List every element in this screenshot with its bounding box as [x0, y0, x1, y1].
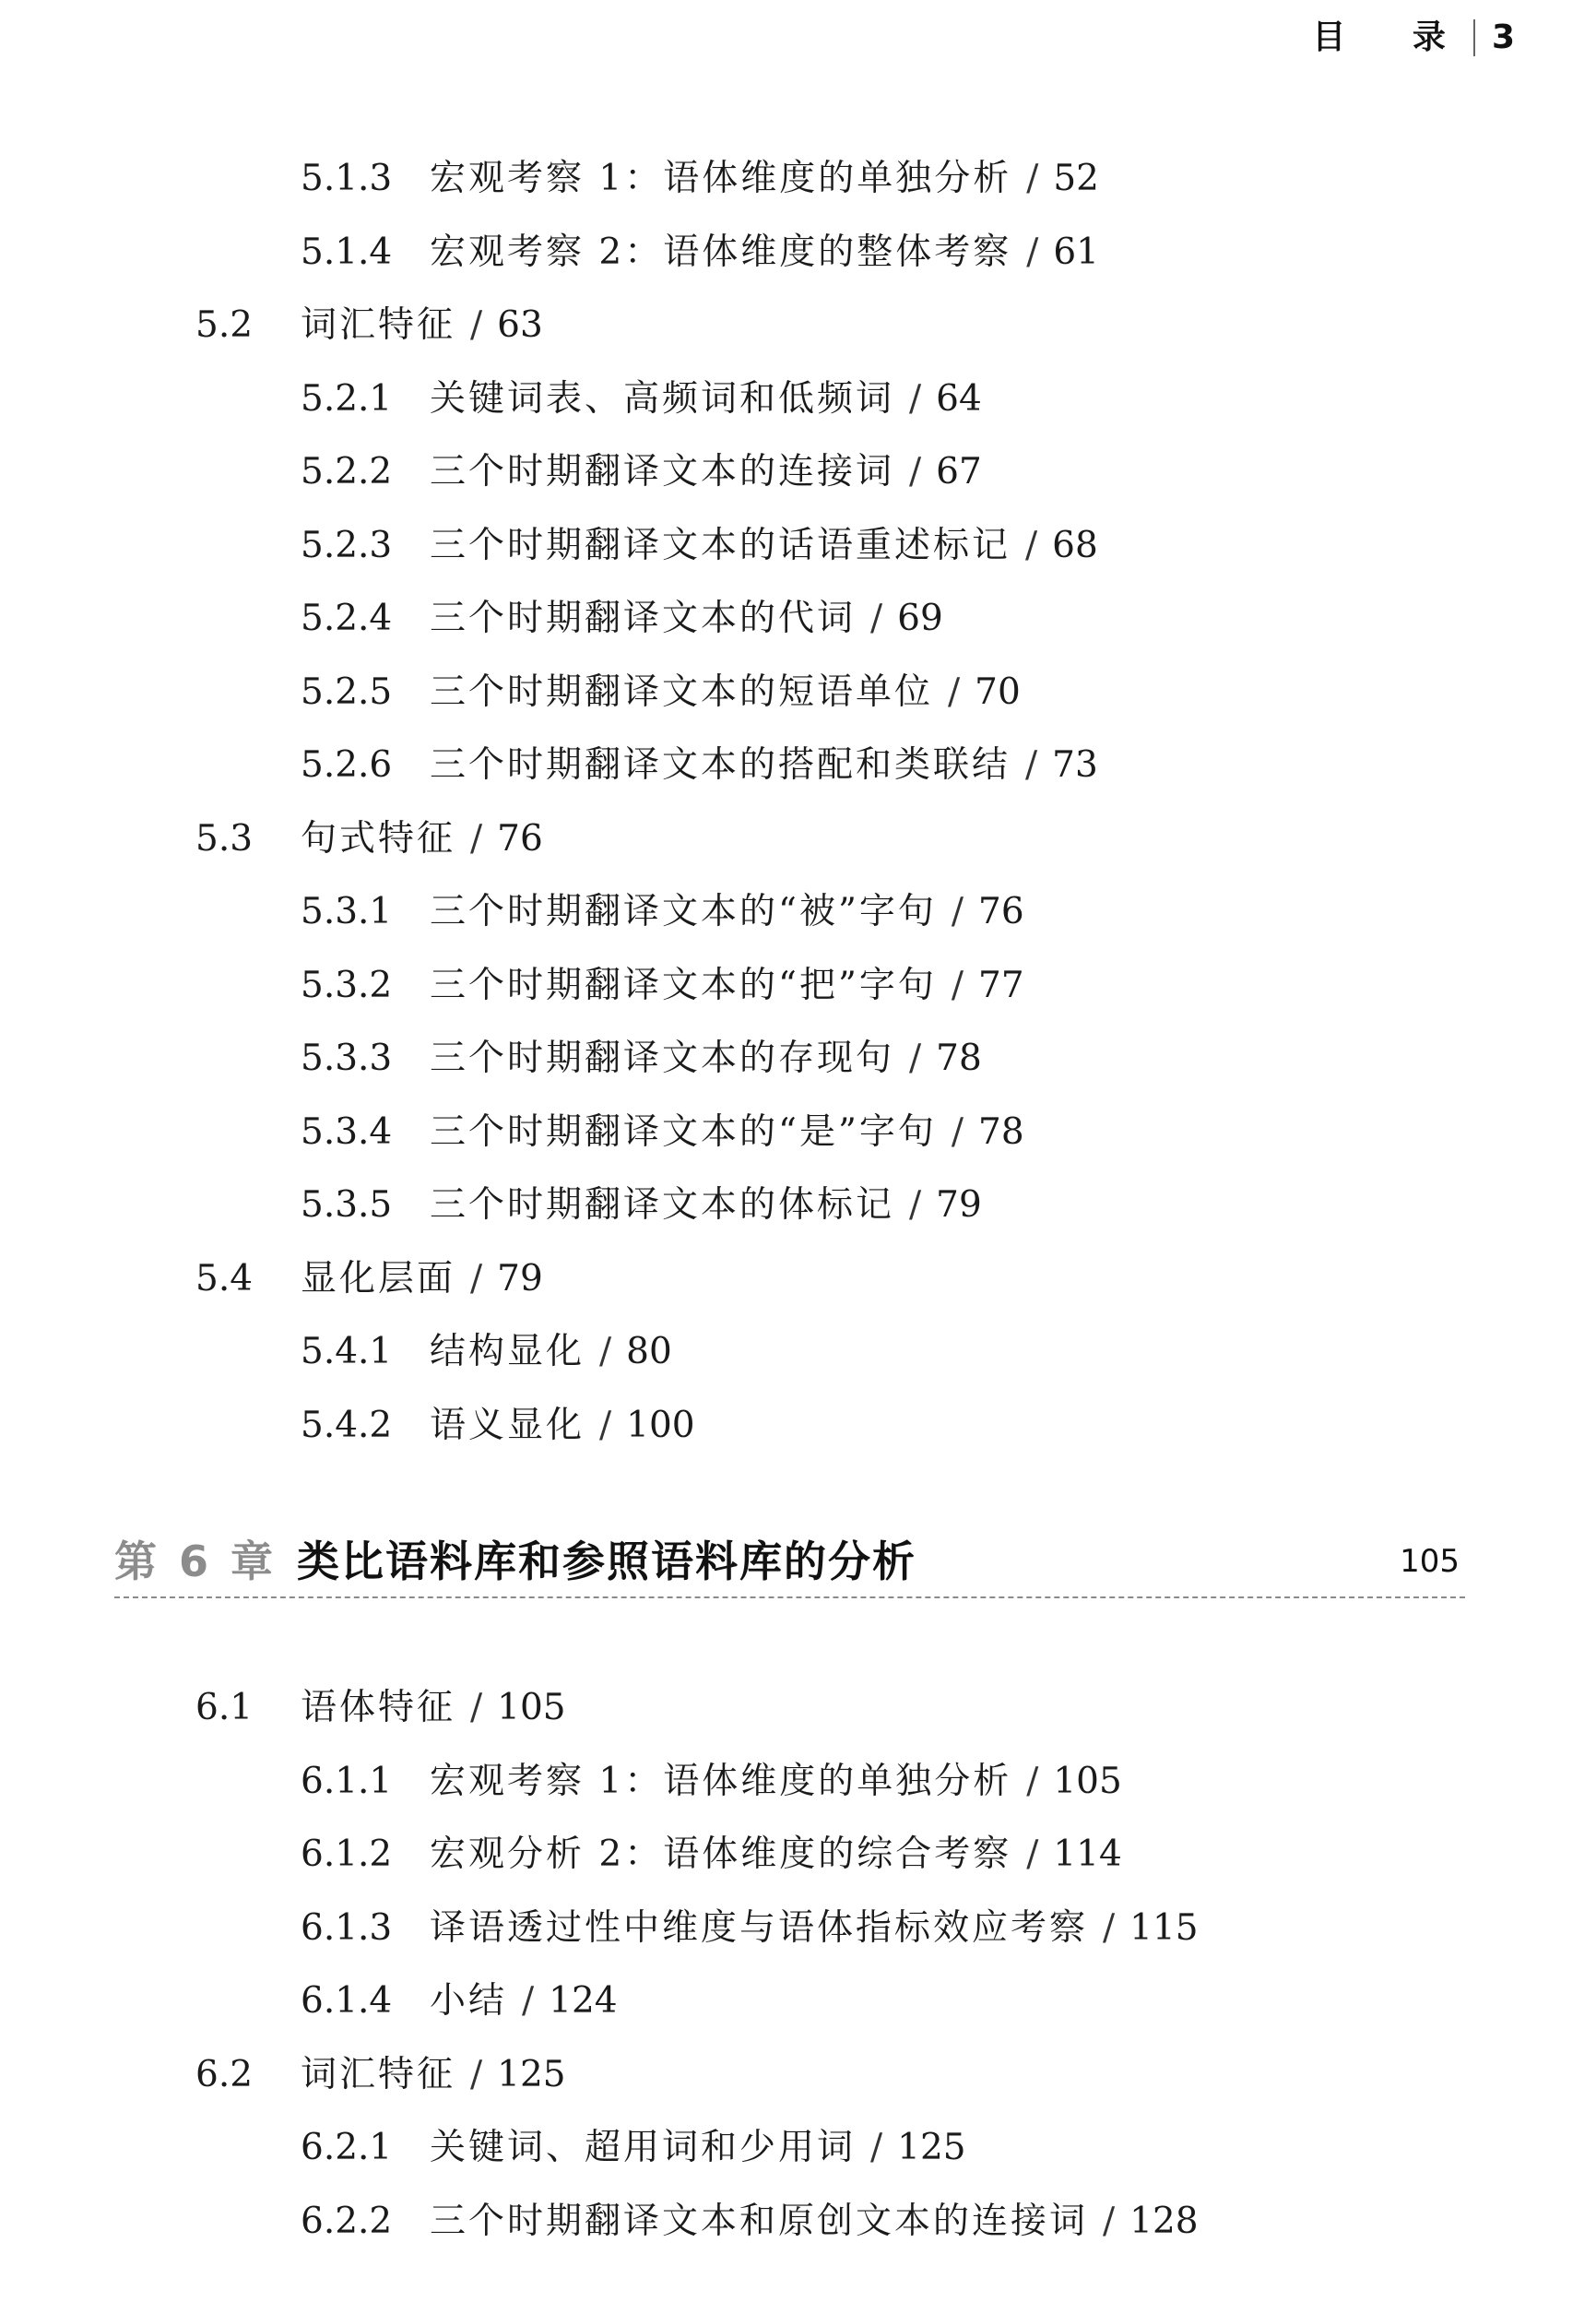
entry-title: 显化层面	[301, 1257, 456, 1299]
chapter-page: 105	[1400, 1543, 1460, 1580]
entry-separator: /	[470, 2053, 483, 2095]
entry-title: 三个时期翻译文本的“被”字句	[430, 891, 937, 932]
entry-number: 5.3	[195, 817, 254, 860]
header-title: 目 录	[1312, 18, 1473, 56]
toc-entry[interactable]	[195, 812, 543, 867]
entry-separator: /	[951, 891, 964, 932]
entry-page: 69	[897, 598, 943, 639]
entry-number: 5.2	[195, 304, 254, 346]
toc-entry[interactable]	[301, 151, 1099, 207]
entry-number: 5.3.5	[301, 1184, 393, 1226]
entry-page: 100	[626, 1404, 695, 1446]
entry-number: 6.2	[195, 2053, 254, 2095]
entry-title: 语义显化	[430, 1404, 585, 1446]
entry-page: 61	[1053, 231, 1099, 273]
entry-number: 5.4.1	[301, 1331, 393, 1372]
toc-entry[interactable]	[301, 1031, 982, 1086]
entry-number: 5.3.2	[301, 964, 393, 1006]
entry-title: 词汇特征	[301, 2053, 456, 2095]
toc-entry[interactable]	[301, 2194, 1199, 2249]
entry-page: 70	[975, 670, 1021, 713]
entry-separator: /	[870, 2127, 883, 2168]
header-page-number: 3	[1491, 18, 1515, 56]
entry-separator: /	[951, 964, 964, 1006]
toc-entry[interactable]	[301, 958, 1024, 1014]
entry-page: 78	[936, 1038, 982, 1079]
entry-title: 宏观考察 1：语体维度的单独分析	[430, 1760, 1012, 1802]
entry-page: 125	[497, 2053, 566, 2095]
toc-entry[interactable]	[301, 591, 943, 647]
toc-entry[interactable]	[301, 1754, 1122, 1810]
entry-title: 句式特征	[301, 817, 456, 860]
entry-title: 小结	[430, 1980, 508, 2022]
entry-separator: /	[522, 1980, 535, 2022]
entry-title: 关键词、超用词和少用词	[430, 2127, 857, 2168]
entry-page: 67	[936, 451, 982, 492]
entry-page: 76	[497, 817, 543, 860]
entry-number: 5.3.4	[301, 1110, 393, 1153]
entry-page: 64	[936, 377, 982, 420]
entry-page: 68	[1052, 524, 1098, 566]
entry-title: 三个时期翻译文本的连接词	[430, 451, 895, 492]
toc-entry[interactable]	[301, 1178, 982, 1233]
entry-page: 115	[1129, 1906, 1199, 1949]
entry-title: 关键词表、高频词和低频词	[430, 377, 895, 420]
entry-separator: /	[1026, 1833, 1039, 1875]
running-header	[1312, 13, 1515, 63]
entry-separator: /	[909, 1184, 922, 1226]
entry-number: 5.2.6	[301, 744, 393, 786]
entry-title: 三个时期翻译文本的话语重述标记	[430, 524, 1011, 566]
chapter-heading[interactable]	[114, 1526, 1465, 1598]
entry-page: 105	[1053, 1760, 1122, 1802]
entry-title: 语体特征	[301, 1687, 456, 1728]
chapter-label: 第 6 章	[114, 1537, 278, 1586]
entry-separator: /	[470, 1257, 483, 1299]
entry-separator: /	[599, 1331, 612, 1372]
entry-number: 5.2.1	[301, 377, 393, 420]
toc-entry[interactable]	[195, 1252, 543, 1307]
entry-title: 译语透过性中维度与语体指标效应考察	[430, 1906, 1089, 1949]
entry-separator: /	[1103, 1906, 1116, 1949]
entry-separator: /	[948, 670, 961, 713]
entry-title: 三个时期翻译文本的代词	[430, 598, 857, 639]
toc-entry[interactable]	[195, 298, 543, 353]
entry-number: 5.3.1	[301, 891, 393, 932]
entry-title: 三个时期翻译文本的“是”字句	[430, 1110, 937, 1153]
entry-separator: /	[1103, 2200, 1116, 2242]
entry-page: 128	[1129, 2200, 1199, 2242]
entry-number: 6.1.3	[301, 1906, 393, 1949]
entry-title: 宏观考察 1：语体维度的单独分析	[430, 158, 1012, 199]
entry-number: 5.1.3	[301, 158, 393, 199]
entry-page: 73	[1052, 744, 1098, 786]
entry-separator: /	[909, 451, 922, 492]
toc-entry[interactable]	[195, 2047, 566, 2103]
entry-separator: /	[599, 1404, 612, 1446]
toc-entry[interactable]	[301, 1105, 1024, 1160]
entry-page: 80	[626, 1331, 672, 1372]
entry-number: 5.1.4	[301, 231, 393, 273]
entry-number: 6.1.4	[301, 1980, 393, 2022]
toc-entry[interactable]	[301, 738, 1098, 793]
entry-number: 6.2.2	[301, 2200, 393, 2242]
entry-title: 词汇特征	[301, 304, 456, 346]
toc-entry[interactable]	[301, 884, 1024, 940]
entry-number: 5.2.3	[301, 524, 393, 566]
entry-number: 5.2.5	[301, 670, 393, 713]
toc-entry[interactable]	[301, 1901, 1199, 1956]
entry-separator: /	[470, 304, 483, 346]
entry-separator: /	[1026, 231, 1039, 273]
entry-page: 63	[497, 304, 543, 346]
entry-separator: /	[909, 1038, 922, 1079]
entry-number: 5.2.2	[301, 451, 393, 492]
toc-entry[interactable]	[195, 1680, 566, 1736]
entry-separator: /	[1026, 158, 1039, 199]
toc-entry[interactable]	[301, 445, 982, 500]
entry-number: 5.4	[195, 1257, 254, 1299]
entry-separator: /	[1025, 744, 1038, 786]
toc-entry[interactable]	[301, 372, 982, 427]
toc-entry[interactable]	[301, 1398, 695, 1454]
entry-title: 三个时期翻译文本的存现句	[430, 1038, 895, 1079]
entry-page: 52	[1053, 158, 1099, 199]
entry-title: 三个时期翻译文本的体标记	[430, 1184, 895, 1226]
entry-page: 76	[978, 891, 1024, 932]
entry-page: 78	[978, 1110, 1024, 1153]
toc-entry[interactable]	[301, 665, 1021, 720]
entry-number: 5.4.2	[301, 1404, 393, 1446]
entry-title: 宏观分析 2：语体维度的综合考察	[430, 1833, 1012, 1875]
entry-separator: /	[470, 1687, 483, 1728]
entry-page: 114	[1053, 1833, 1122, 1875]
entry-title: 结构显化	[430, 1331, 585, 1372]
entry-page: 79	[497, 1257, 543, 1299]
entry-number: 5.3.3	[301, 1038, 393, 1079]
entry-separator: /	[1025, 524, 1038, 566]
chapter-title: 类比语料库和参照语料库的分析	[297, 1537, 916, 1586]
entry-number: 6.1	[195, 1687, 254, 1728]
toc-entry[interactable]	[301, 1324, 672, 1380]
toc-entry[interactable]	[301, 1974, 618, 2029]
entry-page: 77	[978, 964, 1024, 1006]
toc-entry[interactable]	[301, 225, 1099, 280]
toc-entry[interactable]	[301, 1827, 1122, 1882]
entry-page: 124	[549, 1980, 618, 2022]
entry-separator: /	[1026, 1760, 1039, 1802]
entry-number: 6.1.1	[301, 1760, 393, 1802]
entry-title: 三个时期翻译文本的短语单位	[430, 670, 934, 713]
toc-entry[interactable]	[301, 2120, 966, 2176]
entry-title: 三个时期翻译文本和原创文本的连接词	[430, 2200, 1089, 2242]
entry-page: 79	[936, 1184, 982, 1226]
entry-number: 6.1.2	[301, 1833, 393, 1875]
entry-separator: /	[951, 1110, 964, 1153]
entry-number: 5.2.4	[301, 598, 393, 639]
entry-page: 125	[897, 2127, 966, 2168]
toc-entry[interactable]	[301, 518, 1098, 574]
entry-separator: /	[909, 377, 922, 420]
header-divider	[1473, 19, 1475, 56]
entry-number: 6.2.1	[301, 2127, 393, 2168]
entry-title: 宏观考察 2：语体维度的整体考察	[430, 231, 1012, 273]
entry-page: 105	[497, 1687, 566, 1728]
entry-title: 三个时期翻译文本的搭配和类联结	[430, 744, 1011, 786]
entry-separator: /	[470, 817, 483, 860]
entry-title: 三个时期翻译文本的“把”字句	[430, 964, 937, 1006]
entry-separator: /	[870, 598, 883, 639]
